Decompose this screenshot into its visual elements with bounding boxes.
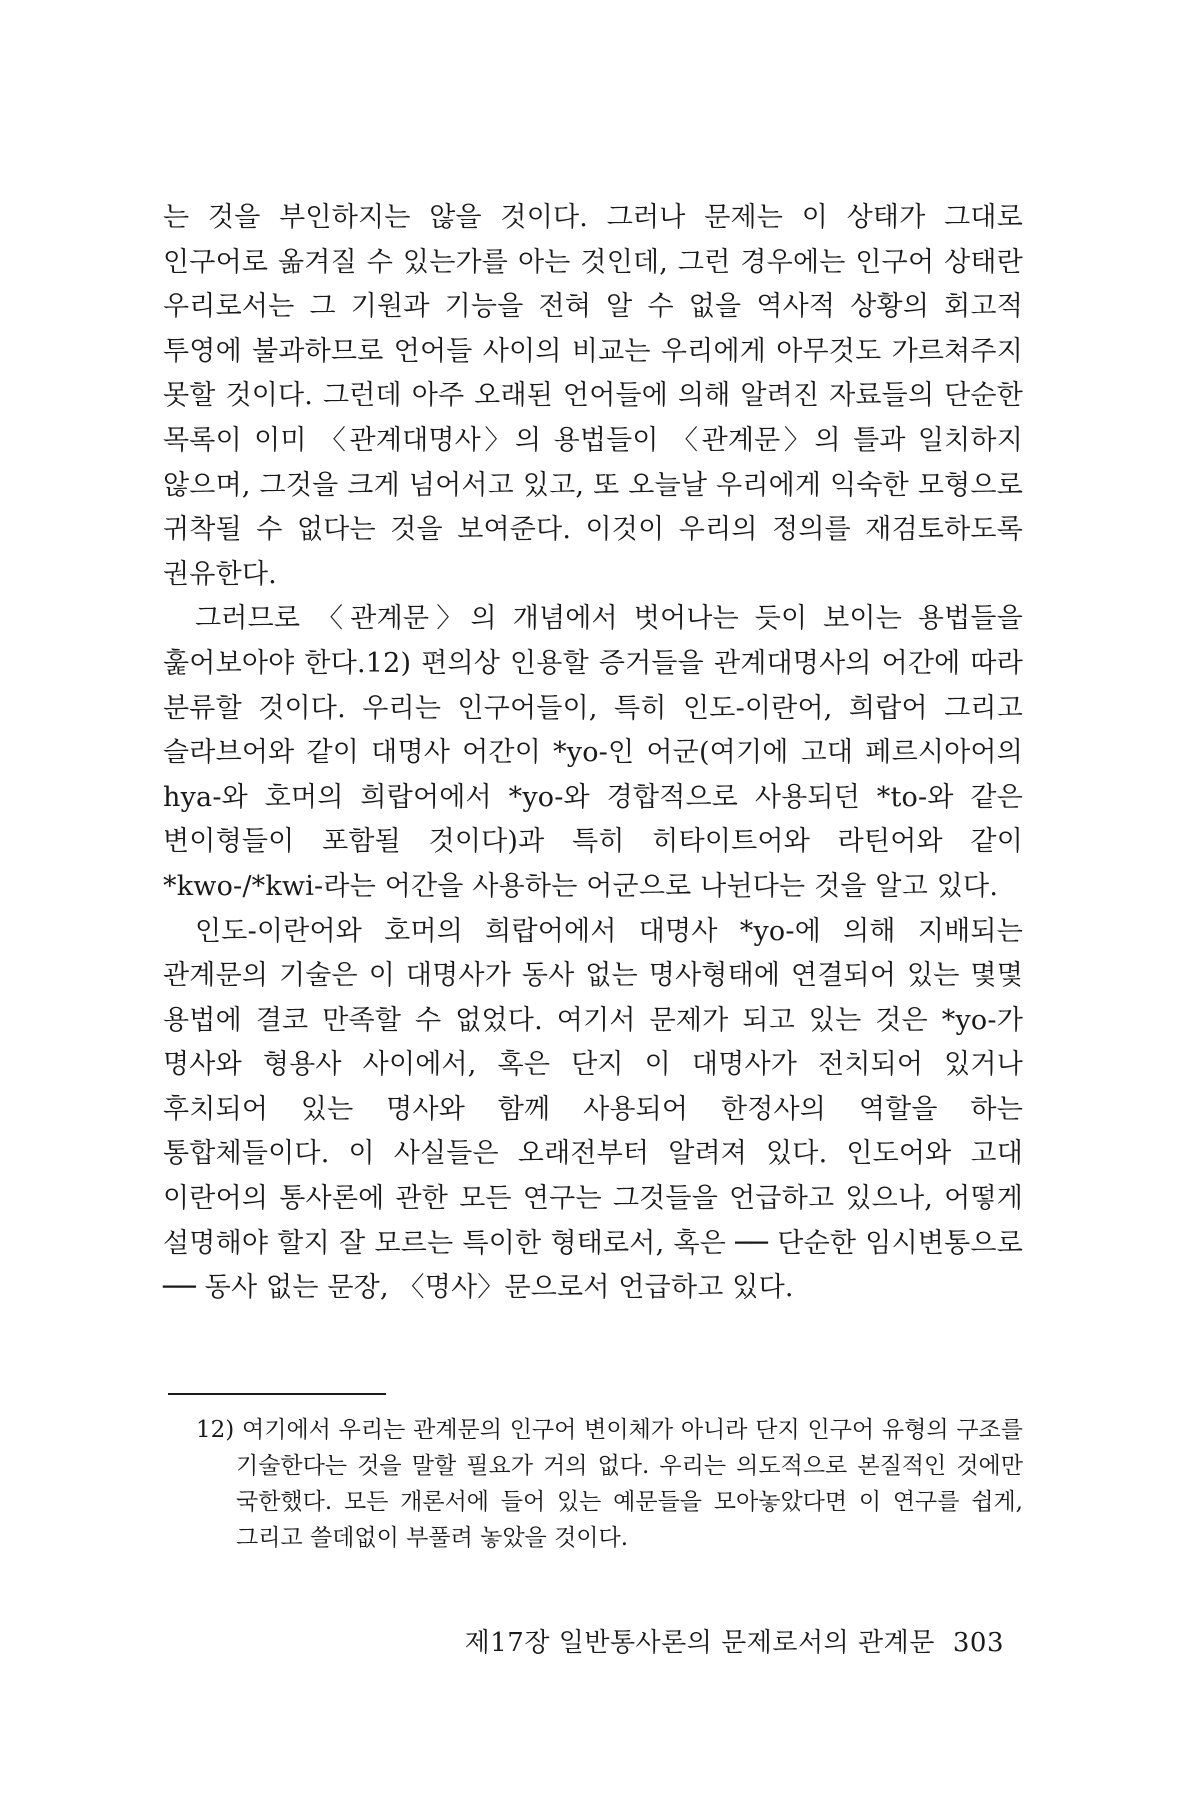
paragraph: 인도-이란어와 호머의 희랍어에서 대명사 *yo-에 의해 지배되는 관계문의 기술은 이 대명사가 동사 없는 명사형태에 연결되어 있는 몇몇 용법에 결코 만족할 수 없었다. 여기서 문제가 되고 있는 것은 *yo-가 명사와 형용사 사이에서, 혹은 단지 이 대명사가 전치되어 있거나 후치되어 있는 명사와 함께 사용되어 한정사의 역할을 하는 통합체들이다. 이 사실들은 오래전부터 알려져 있다. 인도어와 고대 이란어의 통사론에 관한 모든 연구는 그것들을 언급하고 있으나, 어떻게 설명해야 할지 잘 모르는 특이한 형태로서, 혹은 ── 단순한 임시변통으로 ── 동사 없는 문장, 〈명사〉문으로서 언급하고 있다. (163, 915, 1023, 1304)
footnote-divider (168, 1393, 386, 1395)
page-number: 303 (952, 1628, 1004, 1658)
running-footer (465, 1622, 1004, 1659)
chapter-title: 제17장 일반통사론의 문제로서의 관계문 (464, 1628, 935, 1658)
main-text (163, 196, 1023, 1311)
footnote-12: 12) 여기에서 우리는 관계문의 인구어 변이체가 아니라 단지 인구어 유형의 구조를 기술한다는 것을 말할 필요가 거의 없다. 우리는 의도적으로 본질적인 것에만 국한했다. 모든 개론서에 들어 있는 예문들을 모아놓았다면 이 연구를 쉽게, 그리고 쓸데없이 부풀려 놓았을 것이다. (196, 1417, 1023, 1551)
paragraph-continuation: 는 것을 부인하지는 않을 것이다. 그러나 문제는 이 상태가 그대로 인구어로 옮겨질 수 있는가를 아는 것인데, 그런 경우에는 인구어 상태란 우리로서는 그 기원과 기능을 전혀 알 수 없을 역사적 상황의 회고적 투영에 불과하므로 언어들 사이의 비교는 우리에게 아무것도 가르쳐주지 못할 것이다. 그런데 아주 오래된 언어들에 의해 알려진 자료들의 단순한 목록이 이미 〈관계대명사〉의 용법들이 〈관계문〉의 틀과 일치하지 않으며, 그것을 크게 넘어서고 있고, 또 오늘날 우리에게 익숙한 모형으로 귀착될 수 없다는 것을 보여준다. 이것이 우리의 정의를 재검토하도록 권유한다. (163, 202, 1023, 590)
paragraph: 그러므로 〈관계문〉의 개념에서 벗어나는 듯이 보이는 용법들을 훑어보아야 한다.12) 편의상 인용할 증거들을 관계대명사의 어간에 따라 분류할 것이다. 우리는 인구어들이, 특히 인도-이란어, 희랍어 그리고 슬라브어와 같이 대명사 어간이 *yo-인 어군(여기에 고대 페르시아어의 hya-와 호머의 희랍어에서 *yo-와 경합적으로 사용되던 *to-와 같은 변이형들이 포함될 것이다)과 특히 히타이트어와 라틴어와 같이 *kwo-/*kwi-라는 어간을 사용하는 어군으로 나뉜다는 것을 알고 있다. (163, 603, 1023, 902)
